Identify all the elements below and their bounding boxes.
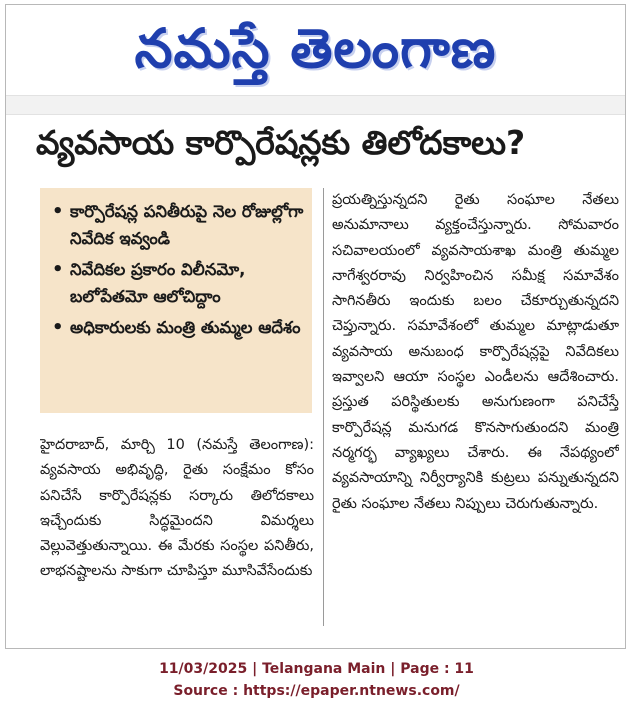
masthead-separator <box>6 95 625 115</box>
column-divider <box>323 188 324 626</box>
article-body-left-column: హైదరాబాద్, మార్చి 10 (నమస్తే తెలంగాణ): వ్యవసాయ అభివృద్ధి, రైతు సంక్షేమం కోసం పనిచేసే కార్పొరేషన్లకు సర్కారు తిలోదకాలు ఇచ్చేందుకు సిద్ధమైందని విమర్శలు వెల్లువెత్తుతున్నాయి. ఈ మేరకు సంస్థల పనితీరు, లాభనష్టాలను సాకుగా చూపిస్తూ మూసివేసేందుకు <box>40 437 314 580</box>
footer-edition-info: 11/03/2025 | Telangana Main | Page : 11 <box>159 661 474 677</box>
newspaper-clipping <box>5 4 626 649</box>
highlight-item <box>50 314 304 341</box>
highlight-text: అధికారులకు మంత్రి తుమ్మల ఆదేశం <box>70 318 301 337</box>
footer-source-link[interactable]: Source : https://epaper.ntnews.com/ <box>173 683 460 699</box>
article-headline: వ్యవసాయ కార్పొరేషన్లకు తిలోదకాలు? <box>36 123 526 162</box>
highlight-text: నివేదికల ప్రకారం విలీనమో, బలోపేతమో ఆలోచిద్దాం <box>70 260 246 306</box>
bullet-icon: • <box>52 201 64 222</box>
highlight-text: కార్పొరేషన్ల పనితీరుపై నెల రోజుల్లోగా నివేదిక ఇవ్వండి <box>70 202 304 248</box>
highlight-item <box>50 256 304 310</box>
bullet-icon: • <box>52 259 64 280</box>
highlight-item <box>50 198 304 252</box>
highlights-box <box>40 188 312 413</box>
newspaper-masthead: నమస్తే తెలంగాణ <box>134 16 497 80</box>
bullet-icon: • <box>52 317 64 338</box>
article-body-right-column: ప్రయత్నిస్తున్నదని రైతు సంఘాల నేతలు అనుమానాలు వ్యక్తంచేస్తున్నారు. సోమవారం సచివాలయంలో వ్యవసాయశాఖ మంత్రి తుమ్మల నాగేశ్వరరావు నిర్వహించిన సమీక్ష సమావేశం సాగినతీరు ఇందుకు బలం చేకూర్చుతున్నదని చెప్తున్నారు. సమావేశంలో తుమ్మల మాట్లాడుతూ వ్యవసాయ అనుబంధ కార్పొరేషన్లపై నివేదికలు ఇవ్వాలని ఆయా సంస్థల ఎండీలను ఆదేశించారు. ప్రస్తుత పరిస్థితులకు అనుగుణంగా పనిచేస్తే కార్పొరేషన్ల మనుగడ కొనసాగుతుందని మంత్రి నర్మగర్భ వ్యాఖ్యలు చేశారు. ఈ నేపథ్యంలో వ్యవసాయాన్ని నిర్వీర్యానికి కుట్రలు పన్నుతున్నదని రైతు సంఘాల నేతలు నిప్పులు చెరుగుతున్నారు. <box>332 192 619 512</box>
